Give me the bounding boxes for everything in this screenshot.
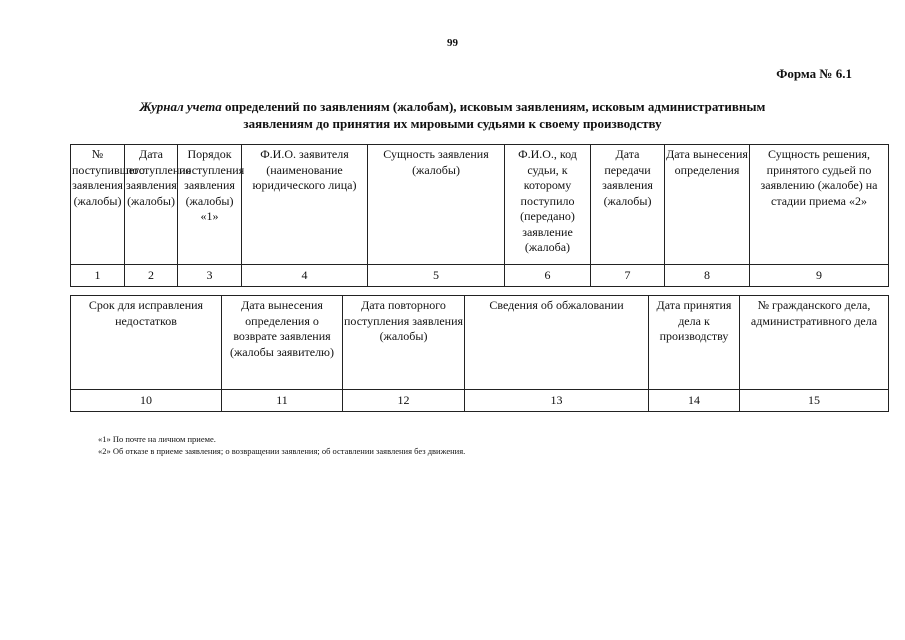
- header-cell: Сведения об обжаловании: [465, 296, 649, 390]
- document-title: [60, 98, 845, 132]
- title-line-1-italic: Журнал учета: [139, 99, 222, 114]
- header-cell: Сущность заявления (жалобы): [368, 145, 505, 265]
- header-cell: Дата поступления заявления (жалобы): [125, 145, 178, 265]
- column-number: 13: [465, 390, 649, 412]
- header-cell: Срок для исправления недостатков: [71, 296, 222, 390]
- journal-table-bottom: [70, 295, 889, 412]
- column-number: 6: [505, 265, 591, 287]
- table-bottom-header-row: [71, 296, 889, 390]
- column-number: 11: [222, 390, 343, 412]
- column-number: 8: [665, 265, 750, 287]
- column-number: 7: [591, 265, 665, 287]
- column-number: 3: [178, 265, 242, 287]
- table-top-number-row: [71, 265, 889, 287]
- column-number: 15: [740, 390, 889, 412]
- header-cell: Дата вынесения определения: [665, 145, 750, 265]
- title-line-2: заявлениям до принятия их мировыми судьями к своему производству: [243, 116, 662, 131]
- column-number: 5: [368, 265, 505, 287]
- header-cell: Сущность решения, принятого судьей по заявлению (жалобе) на стадии приема «2»: [750, 145, 889, 265]
- column-number: 10: [71, 390, 222, 412]
- form-label: Форма № 6.1: [776, 66, 852, 81]
- column-number: 9: [750, 265, 889, 287]
- table-bottom-number-row: [71, 390, 889, 412]
- header-cell: Дата принятия дела к производству: [649, 296, 740, 390]
- header-cell: Порядок поступления заявления (жалобы) «1»: [178, 145, 242, 265]
- title-line-1: [60, 98, 845, 115]
- title-line-1-rest: определений по заявлениям (жалобам), исковым заявлениям, исковым административным: [221, 99, 766, 114]
- column-number: 1: [71, 265, 125, 287]
- column-number: 2: [125, 265, 178, 287]
- header-cell: № поступившего заявления (жалобы): [71, 145, 125, 265]
- header-cell: Дата повторного поступления заявления (жалобы): [343, 296, 465, 390]
- header-cell: Ф.И.О. заявителя (наименование юридического лица): [242, 145, 368, 265]
- header-cell: Ф.И.О., код судьи, к которому поступило (передано) заявление (жалоба): [505, 145, 591, 265]
- column-number: 4: [242, 265, 368, 287]
- header-cell: Дата передачи заявления (жалобы): [591, 145, 665, 265]
- footnote-1: «1» По почте на личном приеме.: [98, 434, 216, 444]
- header-cell: Дата вынесения определения о возврате заявления (жалобы заявителю): [222, 296, 343, 390]
- footnote-2: «2» Об отказе в приеме заявления; о возвращении заявления; об оставлении заявления без движения.: [98, 446, 466, 456]
- journal-table-top: [70, 144, 889, 287]
- table-top-header-row: [71, 145, 889, 265]
- header-cell: № гражданского дела, административного дела: [740, 296, 889, 390]
- page-number: 99: [447, 37, 458, 49]
- column-number: 12: [343, 390, 465, 412]
- footnotes: [98, 433, 465, 457]
- column-number: 14: [649, 390, 740, 412]
